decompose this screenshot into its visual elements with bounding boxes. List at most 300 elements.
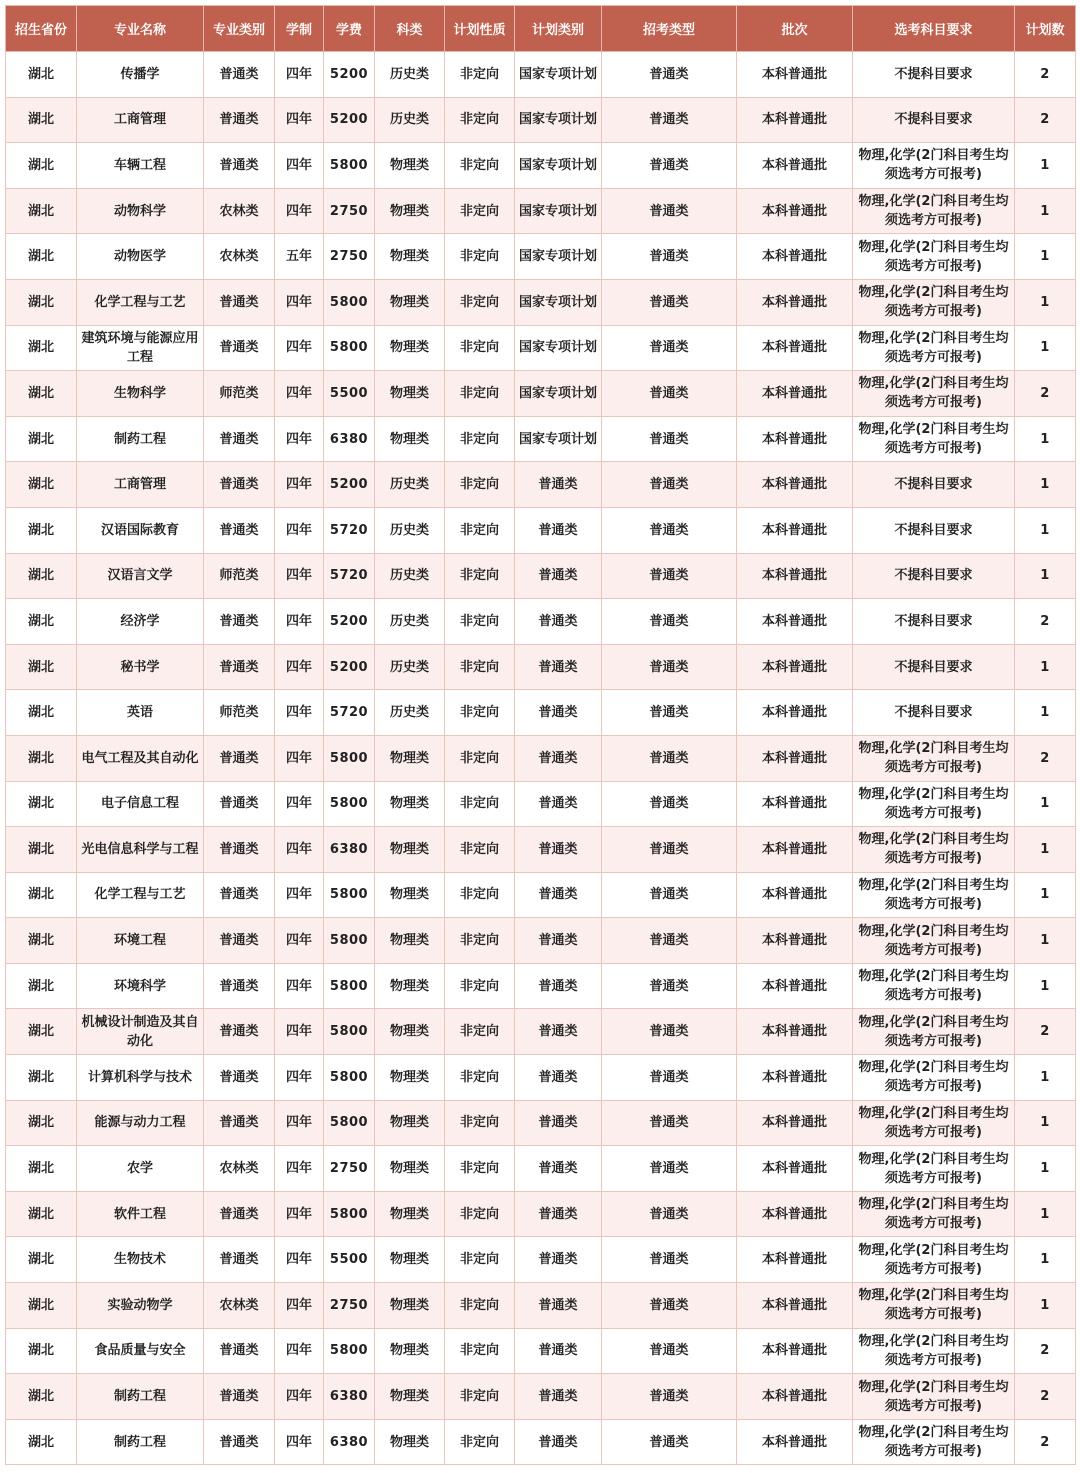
cell-batch: 本科普通批	[737, 918, 853, 964]
cell-admission-type: 普通类	[602, 918, 737, 964]
cell-plan-category: 普通类	[515, 1328, 602, 1374]
cell-plan-nature: 非定向	[445, 279, 515, 325]
cell-major-name: 软件工程	[77, 1191, 204, 1237]
cell-subject-track: 物理类	[375, 781, 445, 827]
cell-batch: 本科普通批	[737, 1100, 853, 1146]
header-plan-category: 计划类别	[515, 6, 602, 52]
table-row	[6, 644, 1076, 690]
cell-major-category: 普通类	[204, 325, 275, 371]
cell-tuition: 6380	[324, 1374, 375, 1420]
cell-plan-category: 普通类	[515, 507, 602, 553]
cell-plan-nature: 非定向	[445, 599, 515, 645]
cell-plan-category: 普通类	[515, 462, 602, 508]
cell-admission-type: 普通类	[602, 371, 737, 417]
cell-major-name: 光电信息科学与工程	[77, 827, 204, 873]
cell-plan-nature: 非定向	[445, 1009, 515, 1055]
cell-batch: 本科普通批	[737, 644, 853, 690]
cell-subject-requirement: 物理,化学(2门科目考生均须选考方可报考)	[853, 963, 1015, 1009]
table-row	[6, 599, 1076, 645]
table-row	[6, 963, 1076, 1009]
cell-major-category: 普通类	[204, 97, 275, 143]
cell-province: 湖北	[6, 371, 77, 417]
cell-plan-category: 普通类	[515, 644, 602, 690]
cell-plan-count: 1	[1015, 1100, 1076, 1146]
cell-subject-track: 物理类	[375, 234, 445, 280]
table-row	[6, 1100, 1076, 1146]
cell-province: 湖北	[6, 690, 77, 736]
cell-province: 湖北	[6, 97, 77, 143]
cell-plan-nature: 非定向	[445, 735, 515, 781]
cell-tuition: 5800	[324, 1009, 375, 1055]
cell-subject-requirement: 物理,化学(2门科目考生均须选考方可报考)	[853, 1146, 1015, 1192]
cell-duration: 四年	[275, 827, 324, 873]
cell-tuition: 5800	[324, 872, 375, 918]
cell-subject-track: 物理类	[375, 371, 445, 417]
header-subject-requirement: 选考科目要求	[853, 6, 1015, 52]
cell-duration: 四年	[275, 1100, 324, 1146]
cell-subject-requirement: 物理,化学(2门科目考生均须选考方可报考)	[853, 1237, 1015, 1283]
cell-major-name: 动物科学	[77, 188, 204, 234]
cell-major-category: 普通类	[204, 1328, 275, 1374]
cell-plan-nature: 非定向	[445, 644, 515, 690]
cell-major-name: 汉语国际教育	[77, 507, 204, 553]
cell-subject-track: 物理类	[375, 143, 445, 189]
cell-subject-track: 物理类	[375, 872, 445, 918]
cell-admission-type: 普通类	[602, 52, 737, 98]
cell-major-name: 机械设计制造及其自动化	[77, 1009, 204, 1055]
cell-plan-category: 国家专项计划	[515, 52, 602, 98]
cell-province: 湖北	[6, 234, 77, 280]
cell-subject-track: 历史类	[375, 97, 445, 143]
cell-subject-requirement: 物理,化学(2门科目考生均须选考方可报考)	[853, 416, 1015, 462]
cell-plan-nature: 非定向	[445, 963, 515, 1009]
cell-plan-nature: 非定向	[445, 553, 515, 599]
cell-subject-requirement: 物理,化学(2门科目考生均须选考方可报考)	[853, 234, 1015, 280]
cell-plan-count: 2	[1015, 1374, 1076, 1420]
cell-plan-nature: 非定向	[445, 371, 515, 417]
cell-admission-type: 普通类	[602, 553, 737, 599]
cell-duration: 四年	[275, 52, 324, 98]
cell-tuition: 5800	[324, 325, 375, 371]
cell-plan-count: 1	[1015, 279, 1076, 325]
header-major-name: 专业名称	[77, 6, 204, 52]
cell-major-name: 食品质量与安全	[77, 1328, 204, 1374]
cell-major-category: 农林类	[204, 234, 275, 280]
cell-duration: 四年	[275, 963, 324, 1009]
cell-subject-requirement: 物理,化学(2门科目考生均须选考方可报考)	[853, 1374, 1015, 1420]
cell-plan-nature: 非定向	[445, 325, 515, 371]
cell-plan-category: 普通类	[515, 1009, 602, 1055]
header-plan-nature: 计划性质	[445, 6, 515, 52]
cell-plan-count: 2	[1015, 52, 1076, 98]
cell-plan-category: 国家专项计划	[515, 234, 602, 280]
cell-batch: 本科普通批	[737, 1055, 853, 1101]
cell-plan-category: 普通类	[515, 1055, 602, 1101]
cell-admission-type: 普通类	[602, 963, 737, 1009]
cell-admission-type: 普通类	[602, 1374, 737, 1420]
cell-province: 湖北	[6, 325, 77, 371]
cell-subject-track: 物理类	[375, 279, 445, 325]
cell-duration: 四年	[275, 1055, 324, 1101]
cell-batch: 本科普通批	[737, 872, 853, 918]
cell-admission-type: 普通类	[602, 325, 737, 371]
cell-duration: 四年	[275, 1374, 324, 1420]
cell-tuition: 2750	[324, 188, 375, 234]
table-row	[6, 97, 1076, 143]
cell-subject-track: 历史类	[375, 52, 445, 98]
cell-major-category: 普通类	[204, 963, 275, 1009]
cell-batch: 本科普通批	[737, 781, 853, 827]
cell-tuition: 5720	[324, 553, 375, 599]
cell-duration: 四年	[275, 462, 324, 508]
cell-major-name: 汉语言文学	[77, 553, 204, 599]
cell-duration: 四年	[275, 97, 324, 143]
cell-major-category: 普通类	[204, 1191, 275, 1237]
cell-plan-count: 1	[1015, 918, 1076, 964]
cell-tuition: 5800	[324, 918, 375, 964]
cell-plan-nature: 非定向	[445, 416, 515, 462]
cell-batch: 本科普通批	[737, 599, 853, 645]
cell-major-name: 实验动物学	[77, 1283, 204, 1329]
cell-subject-requirement: 物理,化学(2门科目考生均须选考方可报考)	[853, 371, 1015, 417]
cell-plan-count: 1	[1015, 1055, 1076, 1101]
cell-tuition: 5800	[324, 143, 375, 189]
cell-major-name: 经济学	[77, 599, 204, 645]
cell-tuition: 5800	[324, 1328, 375, 1374]
cell-batch: 本科普通批	[737, 234, 853, 280]
header-major-category: 专业类别	[204, 6, 275, 52]
cell-plan-count: 2	[1015, 1009, 1076, 1055]
cell-major-category: 农林类	[204, 1283, 275, 1329]
cell-plan-nature: 非定向	[445, 872, 515, 918]
cell-province: 湖北	[6, 872, 77, 918]
cell-major-category: 普通类	[204, 462, 275, 508]
cell-tuition: 5720	[324, 690, 375, 736]
cell-plan-category: 普通类	[515, 781, 602, 827]
cell-plan-nature: 非定向	[445, 234, 515, 280]
header-plan-count: 计划数	[1015, 6, 1076, 52]
cell-major-name: 生物技术	[77, 1237, 204, 1283]
cell-plan-nature: 非定向	[445, 143, 515, 189]
cell-plan-category: 普通类	[515, 872, 602, 918]
cell-plan-nature: 非定向	[445, 827, 515, 873]
cell-duration: 四年	[275, 690, 324, 736]
cell-duration: 四年	[275, 1283, 324, 1329]
cell-plan-category: 国家专项计划	[515, 143, 602, 189]
table-row	[6, 325, 1076, 371]
cell-province: 湖北	[6, 1237, 77, 1283]
cell-subject-requirement: 物理,化学(2门科目考生均须选考方可报考)	[853, 1191, 1015, 1237]
cell-plan-category: 普通类	[515, 963, 602, 1009]
table-row	[6, 553, 1076, 599]
cell-batch: 本科普通批	[737, 1009, 853, 1055]
cell-batch: 本科普通批	[737, 1283, 853, 1329]
cell-subject-track: 物理类	[375, 1009, 445, 1055]
cell-province: 湖北	[6, 416, 77, 462]
cell-major-name: 化学工程与工艺	[77, 872, 204, 918]
cell-subject-track: 物理类	[375, 963, 445, 1009]
cell-major-category: 师范类	[204, 371, 275, 417]
table-row	[6, 188, 1076, 234]
cell-major-category: 农林类	[204, 188, 275, 234]
cell-plan-count: 1	[1015, 1146, 1076, 1192]
cell-province: 湖北	[6, 1419, 77, 1465]
table-row	[6, 690, 1076, 736]
cell-batch: 本科普通批	[737, 1146, 853, 1192]
cell-batch: 本科普通批	[737, 827, 853, 873]
cell-batch: 本科普通批	[737, 735, 853, 781]
table-row	[6, 1055, 1076, 1101]
cell-subject-track: 历史类	[375, 690, 445, 736]
cell-plan-count: 2	[1015, 371, 1076, 417]
cell-batch: 本科普通批	[737, 1419, 853, 1465]
cell-tuition: 5200	[324, 599, 375, 645]
cell-plan-nature: 非定向	[445, 1055, 515, 1101]
cell-batch: 本科普通批	[737, 279, 853, 325]
table-row	[6, 918, 1076, 964]
cell-plan-nature: 非定向	[445, 781, 515, 827]
cell-duration: 四年	[275, 735, 324, 781]
cell-subject-track: 物理类	[375, 1328, 445, 1374]
table-row	[6, 1328, 1076, 1374]
cell-plan-count: 1	[1015, 143, 1076, 189]
cell-tuition: 5800	[324, 735, 375, 781]
cell-province: 湖北	[6, 1100, 77, 1146]
cell-batch: 本科普通批	[737, 507, 853, 553]
cell-admission-type: 普通类	[602, 599, 737, 645]
cell-duration: 四年	[275, 188, 324, 234]
cell-major-name: 英语	[77, 690, 204, 736]
cell-admission-type: 普通类	[602, 507, 737, 553]
cell-plan-category: 普通类	[515, 1237, 602, 1283]
cell-duration: 四年	[275, 553, 324, 599]
table-row	[6, 1146, 1076, 1192]
cell-plan-count: 1	[1015, 188, 1076, 234]
cell-subject-track: 物理类	[375, 1100, 445, 1146]
cell-batch: 本科普通批	[737, 325, 853, 371]
cell-subject-track: 物理类	[375, 1055, 445, 1101]
cell-plan-nature: 非定向	[445, 462, 515, 508]
cell-province: 湖北	[6, 1328, 77, 1374]
cell-plan-category: 国家专项计划	[515, 325, 602, 371]
cell-subject-track: 物理类	[375, 735, 445, 781]
cell-province: 湖北	[6, 918, 77, 964]
cell-major-name: 传播学	[77, 52, 204, 98]
cell-subject-requirement: 物理,化学(2门科目考生均须选考方可报考)	[853, 827, 1015, 873]
cell-major-name: 能源与动力工程	[77, 1100, 204, 1146]
cell-plan-count: 1	[1015, 1237, 1076, 1283]
cell-plan-count: 1	[1015, 416, 1076, 462]
cell-duration: 四年	[275, 1009, 324, 1055]
cell-batch: 本科普通批	[737, 143, 853, 189]
table-header-row	[6, 6, 1076, 52]
table-row	[6, 781, 1076, 827]
cell-subject-requirement: 物理,化学(2门科目考生均须选考方可报考)	[853, 325, 1015, 371]
cell-plan-count: 1	[1015, 644, 1076, 690]
cell-plan-count: 2	[1015, 735, 1076, 781]
cell-tuition: 2750	[324, 1146, 375, 1192]
cell-major-category: 普通类	[204, 827, 275, 873]
cell-plan-count: 1	[1015, 781, 1076, 827]
cell-plan-category: 普通类	[515, 599, 602, 645]
cell-plan-category: 普通类	[515, 690, 602, 736]
cell-subject-track: 历史类	[375, 507, 445, 553]
cell-major-category: 普通类	[204, 52, 275, 98]
cell-tuition: 5200	[324, 97, 375, 143]
cell-plan-count: 2	[1015, 97, 1076, 143]
cell-province: 湖北	[6, 1009, 77, 1055]
cell-duration: 四年	[275, 644, 324, 690]
cell-admission-type: 普通类	[602, 1237, 737, 1283]
cell-plan-count: 2	[1015, 1419, 1076, 1465]
cell-plan-nature: 非定向	[445, 1328, 515, 1374]
cell-plan-category: 普通类	[515, 1100, 602, 1146]
cell-admission-type: 普通类	[602, 1283, 737, 1329]
cell-major-name: 制药工程	[77, 1374, 204, 1420]
cell-plan-count: 1	[1015, 1191, 1076, 1237]
table-row	[6, 1009, 1076, 1055]
cell-subject-requirement: 物理,化学(2门科目考生均须选考方可报考)	[853, 1419, 1015, 1465]
cell-major-name: 化学工程与工艺	[77, 279, 204, 325]
cell-plan-count: 2	[1015, 599, 1076, 645]
cell-subject-track: 历史类	[375, 644, 445, 690]
cell-subject-track: 历史类	[375, 462, 445, 508]
cell-admission-type: 普通类	[602, 462, 737, 508]
cell-major-category: 普通类	[204, 416, 275, 462]
cell-duration: 五年	[275, 234, 324, 280]
cell-subject-requirement: 不提科目要求	[853, 52, 1015, 98]
cell-major-category: 师范类	[204, 553, 275, 599]
cell-plan-nature: 非定向	[445, 1374, 515, 1420]
cell-subject-requirement: 不提科目要求	[853, 599, 1015, 645]
cell-tuition: 6380	[324, 1419, 375, 1465]
cell-batch: 本科普通批	[737, 416, 853, 462]
cell-plan-nature: 非定向	[445, 918, 515, 964]
enrollment-plan-table	[5, 5, 1076, 1465]
cell-subject-requirement: 物理,化学(2门科目考生均须选考方可报考)	[853, 143, 1015, 189]
table-row	[6, 827, 1076, 873]
cell-subject-track: 物理类	[375, 1237, 445, 1283]
cell-major-name: 制药工程	[77, 416, 204, 462]
table-row	[6, 1419, 1076, 1465]
cell-major-name: 生物科学	[77, 371, 204, 417]
cell-duration: 四年	[275, 279, 324, 325]
cell-tuition: 2750	[324, 234, 375, 280]
cell-admission-type: 普通类	[602, 827, 737, 873]
cell-batch: 本科普通批	[737, 553, 853, 599]
cell-subject-track: 物理类	[375, 1146, 445, 1192]
cell-plan-category: 普通类	[515, 1374, 602, 1420]
cell-subject-requirement: 不提科目要求	[853, 690, 1015, 736]
cell-major-category: 普通类	[204, 1100, 275, 1146]
cell-major-name: 计算机科学与技术	[77, 1055, 204, 1101]
cell-subject-requirement: 不提科目要求	[853, 553, 1015, 599]
cell-plan-nature: 非定向	[445, 52, 515, 98]
cell-admission-type: 普通类	[602, 1419, 737, 1465]
cell-province: 湖北	[6, 462, 77, 508]
cell-province: 湖北	[6, 188, 77, 234]
cell-major-category: 普通类	[204, 1009, 275, 1055]
cell-subject-requirement: 不提科目要求	[853, 507, 1015, 553]
cell-batch: 本科普通批	[737, 690, 853, 736]
cell-major-category: 普通类	[204, 279, 275, 325]
cell-batch: 本科普通批	[737, 52, 853, 98]
cell-batch: 本科普通批	[737, 188, 853, 234]
cell-duration: 四年	[275, 325, 324, 371]
cell-duration: 四年	[275, 371, 324, 417]
cell-major-name: 电气工程及其自动化	[77, 735, 204, 781]
cell-province: 湖北	[6, 781, 77, 827]
table-row	[6, 52, 1076, 98]
cell-duration: 四年	[275, 143, 324, 189]
cell-plan-category: 普通类	[515, 918, 602, 964]
header-admission-type: 招考类型	[602, 6, 737, 52]
table-row	[6, 1283, 1076, 1329]
cell-plan-nature: 非定向	[445, 1237, 515, 1283]
cell-admission-type: 普通类	[602, 1146, 737, 1192]
cell-plan-count: 1	[1015, 553, 1076, 599]
table-row	[6, 143, 1076, 189]
cell-batch: 本科普通批	[737, 97, 853, 143]
table-row	[6, 1191, 1076, 1237]
cell-plan-category: 普通类	[515, 1283, 602, 1329]
cell-province: 湖北	[6, 827, 77, 873]
cell-duration: 四年	[275, 599, 324, 645]
cell-batch: 本科普通批	[737, 1191, 853, 1237]
cell-plan-category: 普通类	[515, 1419, 602, 1465]
cell-admission-type: 普通类	[602, 188, 737, 234]
cell-subject-track: 物理类	[375, 325, 445, 371]
cell-plan-count: 1	[1015, 690, 1076, 736]
header-subject-track: 科类	[375, 6, 445, 52]
cell-duration: 四年	[275, 1191, 324, 1237]
cell-plan-count: 1	[1015, 234, 1076, 280]
cell-major-name: 制药工程	[77, 1419, 204, 1465]
cell-duration: 四年	[275, 507, 324, 553]
header-province: 招生省份	[6, 6, 77, 52]
cell-province: 湖北	[6, 599, 77, 645]
cell-admission-type: 普通类	[602, 735, 737, 781]
cell-subject-requirement: 物理,化学(2门科目考生均须选考方可报考)	[853, 1100, 1015, 1146]
cell-plan-nature: 非定向	[445, 1100, 515, 1146]
cell-major-name: 农学	[77, 1146, 204, 1192]
cell-major-category: 普通类	[204, 872, 275, 918]
cell-subject-requirement: 物理,化学(2门科目考生均须选考方可报考)	[853, 781, 1015, 827]
cell-plan-nature: 非定向	[445, 1146, 515, 1192]
cell-batch: 本科普通批	[737, 462, 853, 508]
cell-plan-count: 1	[1015, 963, 1076, 1009]
cell-tuition: 5500	[324, 371, 375, 417]
cell-subject-track: 物理类	[375, 1374, 445, 1420]
cell-major-category: 师范类	[204, 690, 275, 736]
cell-plan-category: 国家专项计划	[515, 97, 602, 143]
cell-subject-track: 物理类	[375, 416, 445, 462]
cell-batch: 本科普通批	[737, 1237, 853, 1283]
cell-subject-requirement: 物理,化学(2门科目考生均须选考方可报考)	[853, 1055, 1015, 1101]
table-row	[6, 735, 1076, 781]
cell-subject-requirement: 物理,化学(2门科目考生均须选考方可报考)	[853, 872, 1015, 918]
cell-province: 湖北	[6, 143, 77, 189]
cell-plan-nature: 非定向	[445, 1283, 515, 1329]
cell-major-name: 环境科学	[77, 963, 204, 1009]
cell-major-name: 车辆工程	[77, 143, 204, 189]
cell-province: 湖北	[6, 1283, 77, 1329]
cell-tuition: 5720	[324, 507, 375, 553]
cell-subject-requirement: 物理,化学(2门科目考生均须选考方可报考)	[853, 735, 1015, 781]
cell-tuition: 5800	[324, 963, 375, 1009]
cell-admission-type: 普通类	[602, 1055, 737, 1101]
cell-subject-track: 历史类	[375, 599, 445, 645]
